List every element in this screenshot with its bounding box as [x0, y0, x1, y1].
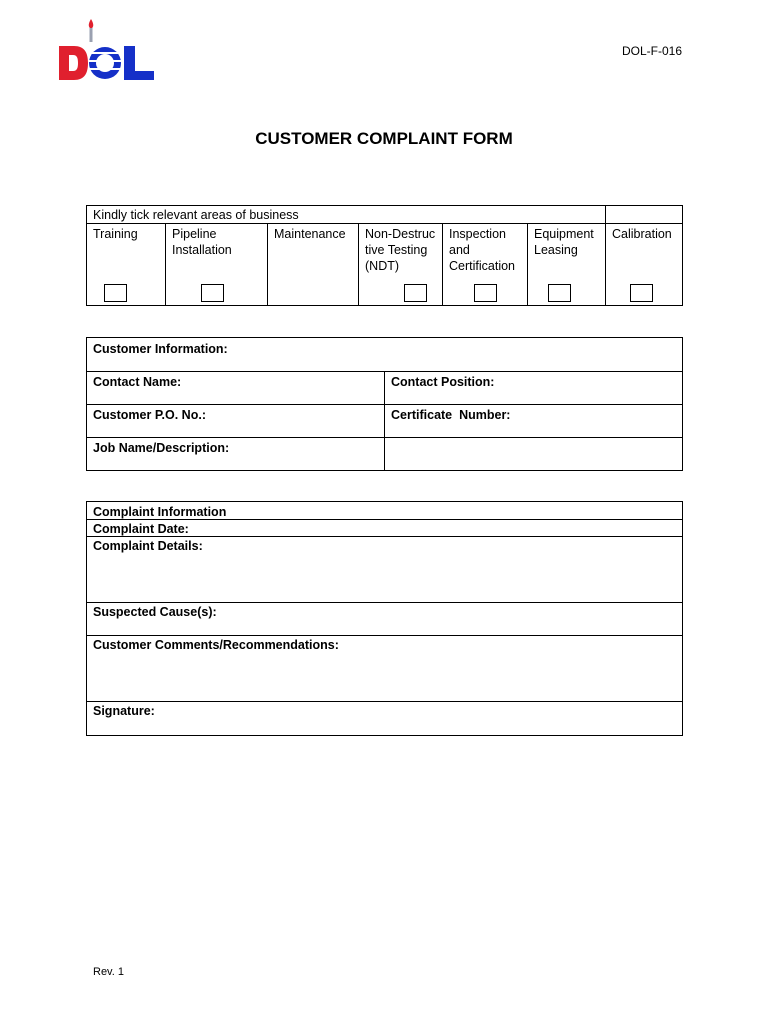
pipeline-installation-checkbox[interactable]	[201, 284, 224, 302]
dol-logo-graphic	[58, 16, 156, 84]
training-checkbox[interactable]	[104, 284, 127, 302]
area-label-pipeline-installation: Pipeline Installation	[172, 227, 232, 257]
inspection-certification-checkbox[interactable]	[474, 284, 497, 302]
area-label-maintenance: Maintenance	[274, 227, 346, 241]
suspected-cause-label: Suspected Cause(s):	[93, 605, 217, 619]
form-title: CUSTOMER COMPLAINT FORM	[255, 129, 513, 148]
customer-info-heading: Customer Information:	[93, 342, 228, 356]
complaint-details-label: Complaint Details:	[93, 539, 203, 553]
area-label-inspection-certification: Inspection and Certification	[449, 227, 515, 273]
signature-label: Signature:	[93, 704, 155, 718]
customer-comments-label: Customer Comments/Recommendations:	[93, 638, 339, 652]
revision-label: Rev. 1	[93, 966, 124, 978]
complaint-info-heading: Complaint Information	[93, 505, 227, 519]
area-label-equipment-leasing: Equipment Leasing	[534, 227, 594, 257]
business-areas-table	[86, 205, 683, 306]
ndt-checkbox[interactable]	[404, 284, 427, 302]
business-areas-heading: Kindly tick relevant areas of business	[93, 208, 299, 222]
complaint-information-table	[86, 501, 683, 736]
equipment-leasing-checkbox[interactable]	[548, 284, 571, 302]
dol-logo	[58, 16, 156, 84]
area-label-calibration: Calibration	[612, 227, 672, 241]
customer-information-table	[86, 337, 683, 471]
form-code: DOL-F-016	[622, 44, 683, 58]
area-label-training: Training	[93, 227, 138, 241]
contact-position-label: Contact Position:	[391, 375, 495, 389]
calibration-checkbox[interactable]	[630, 284, 653, 302]
job-name-label: Job Name/Description:	[93, 441, 230, 455]
certificate-number-label: Certificate Number:	[391, 408, 511, 422]
customer-po-label: Customer P.O. No.:	[93, 408, 206, 422]
complaint-date-label: Complaint Date:	[93, 522, 189, 536]
contact-name-label: Contact Name:	[93, 375, 182, 389]
area-label-ndt: Non-Destructive Testing (NDT)	[365, 227, 436, 273]
